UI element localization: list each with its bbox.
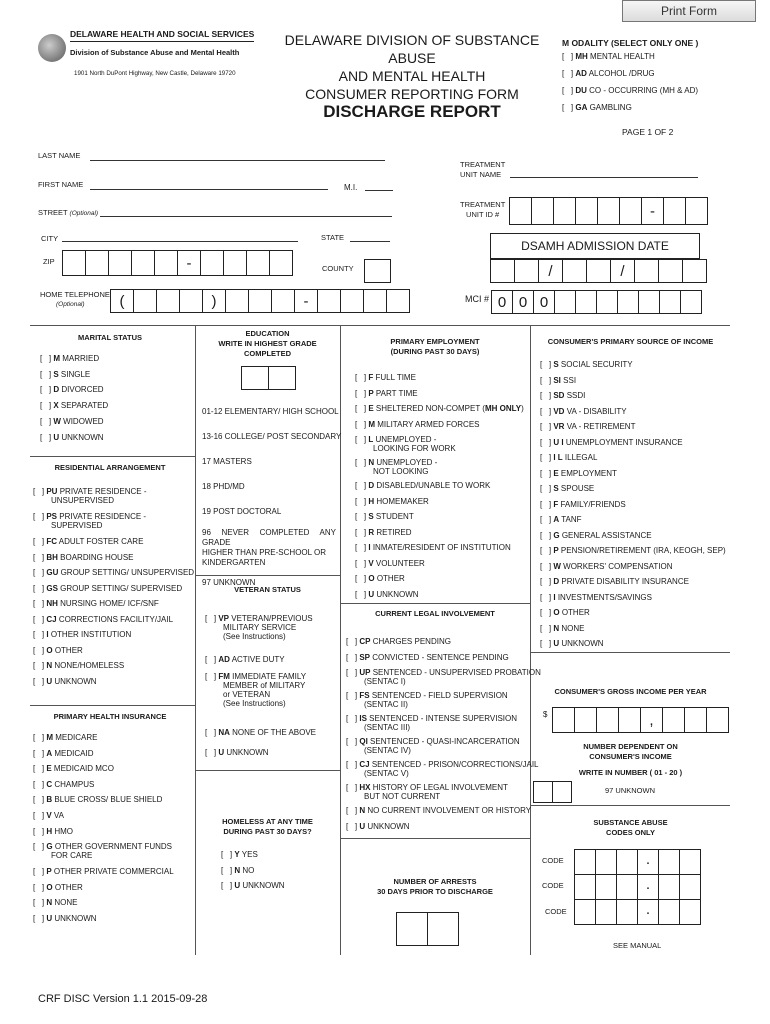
first-name-field[interactable] [90, 189, 328, 190]
income-option[interactable]: [ ] E EMPLOYMENT [540, 468, 617, 478]
first-name-label: FIRST NAME [38, 180, 84, 189]
modality-option[interactable]: [ ] MH MENTAL HEALTH [562, 52, 655, 61]
dependents-heading: NUMBER DEPENDENT ON CONSUMER'S INCOME [583, 742, 678, 761]
veteran-heading: VETERAN STATUS [234, 585, 301, 594]
residential-option[interactable]: [ ] PU PRIVATE RESIDENCE - UNSUPERVISED [33, 487, 147, 505]
dependents-unknown: 97 UNKNOWN [604, 786, 655, 795]
modality-option[interactable]: [ ] AD ALCOHOL /DRUG [562, 69, 655, 78]
legal-option[interactable]: [ ] FS SENTENCED - FIELD SUPERVISION (SENTAC II) [346, 691, 508, 709]
treatment-unit-id-label: TREATMENT UNIT ID # [460, 200, 506, 219]
legal-option[interactable]: [ ] HX HISTORY OF LEGAL INVOLVEMENT BUT NOT CURRENT [346, 783, 508, 801]
income-option[interactable]: [ ] F FAMILY/FRIENDS [540, 499, 626, 509]
residential-heading: RESIDENTIAL ARRANGEMENT [54, 463, 166, 472]
residential-option[interactable]: [ ] CJ CORRECTIONS FACILITY/JAIL [33, 614, 174, 624]
insurance-option[interactable]: [ ] M MEDICARE [33, 733, 98, 742]
employment-option[interactable]: [ ] N UNEMPLOYED - NOT LOOKING [355, 458, 438, 476]
treatment-unit-id-boxes[interactable]: - [509, 197, 708, 225]
dependents-boxes[interactable] [533, 781, 572, 803]
street-field[interactable] [100, 216, 392, 217]
veteran-option[interactable]: [ ] AD ACTIVE DUTY [205, 655, 285, 664]
dhss-logo [38, 34, 66, 62]
residential-option[interactable]: [ ] U UNKNOWN [33, 676, 97, 686]
last-name-label: LAST NAME [38, 151, 81, 160]
mci-label: MCI # [465, 294, 490, 304]
veteran-option[interactable]: [ ] NA NONE OF THE ABOVE [205, 728, 317, 737]
employment-option[interactable]: [ ] F FULL TIME [355, 373, 416, 382]
employment-option[interactable]: [ ] H HOMEMAKER [355, 496, 429, 506]
residential-option[interactable]: [ ] BH BOARDING HOUSE [33, 552, 134, 562]
mi-label: M.I. [344, 183, 358, 192]
dsamh-admission-date-boxes[interactable]: / / [490, 259, 707, 283]
employment-option[interactable]: [ ] D DISABLED/UNABLE TO WORK [355, 481, 491, 490]
veteran-option[interactable]: [ ] U UNKNOWN [205, 748, 269, 757]
residential-option[interactable]: [ ] GU GROUP SETTING/ UNSUPERVISED [33, 568, 195, 577]
insurance-option[interactable]: [ ] E MEDICAID MCO [33, 764, 114, 774]
insurance-option[interactable]: [ ] C CHAMPUS [33, 779, 95, 789]
veteran-option[interactable]: [ ] FM IMMEDIATE FAMILY MEMBER of MILITARY or VETERAN (See Instructions) [205, 672, 307, 708]
page-number: PAGE 1 OF 2 [622, 127, 674, 137]
insurance-option[interactable]: [ ] A MEDICAID [33, 748, 94, 758]
legal-option[interactable]: [ ] U UNKNOWN [346, 821, 410, 831]
state-label: STATE [321, 233, 345, 242]
treatment-unit-name-label: TREATMENT UNIT NAME [460, 160, 506, 179]
employment-option[interactable]: [ ] I INMATE/RESIDENT OF INSTITUTION [355, 543, 511, 552]
employment-option[interactable]: [ ] R RETIRED [355, 527, 412, 537]
gross-income-heading: CONSUMER'S GROSS INCOME PER YEAR [554, 687, 707, 696]
income-option[interactable]: [ ] U I UNEMPLOYMENT INSURANCE [540, 437, 683, 447]
income-option[interactable]: [ ] I INVESTMENTS/SAVINGS [540, 592, 652, 602]
marital-option[interactable]: [ ] U UNKNOWN [40, 432, 104, 442]
employment-option[interactable]: [ ] E SHELTERED NON-COMPET (MH ONLY) [355, 404, 524, 413]
gross-income-boxes[interactable]: , [552, 707, 729, 733]
income-option[interactable]: [ ] VD VA - DISABILITY [540, 406, 627, 416]
dollar-sign: $ [543, 710, 548, 719]
insurance-option[interactable]: [ ] P OTHER PRIVATE COMMERCIAL [33, 867, 174, 877]
residential-option[interactable]: [ ] GS GROUP SETTING/ SUPERVISED [33, 583, 183, 593]
insurance-option[interactable]: [ ] G OTHER GOVERNMENT FUNDS FOR CARE [33, 842, 173, 861]
logo-address: 1901 North DuPont Highway, New Castle, Delaware 19720 [74, 70, 236, 77]
income-option[interactable]: [ ] U UNKNOWN [540, 639, 604, 648]
veteran-option[interactable]: [ ] VP VETERAN/PREVIOUS MILITARY SERVICE (See Instructions) [205, 614, 313, 641]
residential-option[interactable]: [ ] PS PRIVATE RESIDENCE - SUPERVISED [33, 512, 147, 530]
residential-option[interactable]: [ ] N NONE/HOMELESS [33, 661, 125, 670]
logo-division: Division of Substance Abuse and Mental Health [70, 48, 240, 57]
homeless-option[interactable]: [ ] Y YES [221, 850, 258, 859]
employment-option[interactable]: [ ] L UNEMPLOYED - LOOKING FOR WORK [355, 435, 456, 453]
mi-field[interactable] [365, 190, 393, 191]
income-option[interactable]: [ ] SD SSDI [540, 391, 586, 400]
dsamh-admission-label: DSAMH ADMISSION DATE [490, 233, 700, 259]
employment-option[interactable]: [ ] M MILITARY ARMED FORCES [355, 419, 480, 429]
employment-heading: PRIMARY EMPLOYMENT (DURING PAST 30 DAYS) [390, 337, 480, 356]
marital-option[interactable]: [ ] W WIDOWED [40, 416, 104, 426]
education-heading: EDUCATION WRITE IN HIGHEST GRADE COMPLETED [218, 329, 317, 358]
legal-option[interactable]: [ ] SP CONVICTED - SENTENCE PENDING [346, 652, 509, 662]
see-manual: SEE MANUAL [613, 941, 662, 950]
marital-option[interactable]: [ ] D DIVORCED [40, 385, 104, 395]
income-option[interactable]: [ ] A TANF [540, 515, 582, 524]
logo-org: DELAWARE HEALTH AND SOCIAL SERVICES [70, 29, 254, 42]
employment-option[interactable]: [ ] O OTHER [355, 574, 405, 583]
marital-option[interactable]: [ ] X SEPARATED [40, 401, 109, 411]
income-option[interactable]: [ ] S SPOUSE [540, 484, 595, 493]
income-option[interactable]: [ ] N NONE [540, 623, 585, 633]
sa-code-boxes-2[interactable]: · [574, 874, 701, 900]
dependents-write: WRITE IN NUMBER ( 01 - 20 ) [578, 768, 683, 777]
insurance-option[interactable]: [ ] H HMO [33, 826, 74, 836]
last-name-field[interactable] [90, 160, 385, 161]
sa-code-boxes-3[interactable]: · [574, 899, 701, 925]
street-label: STREET (Optional) [38, 208, 99, 217]
modality-heading: M ODALITY (SELECT ONLY ONE ) [562, 38, 699, 48]
homeless-option[interactable]: [ ] N NO [221, 865, 255, 875]
insurance-option[interactable]: [ ] N NONE [33, 898, 78, 908]
employment-option[interactable]: [ ] P PART TIME [355, 388, 418, 398]
city-field[interactable] [62, 241, 298, 242]
residential-option[interactable]: [ ] I OTHER INSTITUTION [33, 630, 132, 639]
city-label: CITY [41, 234, 59, 243]
legal-heading: CURRENT LEGAL INVOLVEMENT [375, 609, 495, 618]
income-option[interactable]: [ ] W WORKERS' COMPENSATION [540, 561, 673, 571]
income-heading: CONSUMER'S PRIMARY SOURCE OF INCOME [547, 337, 714, 346]
home-telephone-boxes[interactable]: ( ) - [110, 289, 410, 313]
modality-option[interactable]: [ ] DU CO - OCCURRING (MH & AD) [562, 86, 699, 95]
treatment-unit-name-field[interactable] [510, 177, 698, 178]
legal-option[interactable]: [ ] UP SENTENCED - UNSUPERVISED PROBATION (SENTAC I) [346, 668, 541, 686]
residential-option[interactable]: [ ] NH NURSING HOME/ ICF/SNF [33, 599, 159, 608]
marital-option[interactable]: [ ] S SINGLE [40, 369, 91, 379]
arrests-heading: NUMBER OF ARRESTS 30 DAYS PRIOR TO DISCHARGE [377, 877, 493, 896]
zip-label: ZIP [43, 257, 55, 266]
income-option[interactable]: [ ] SI SSI [540, 375, 577, 385]
insurance-option[interactable]: [ ] O OTHER [33, 882, 83, 892]
county-label: COUNTY [322, 264, 354, 273]
insurance-option[interactable]: [ ] V VA [33, 811, 64, 820]
income-option[interactable]: [ ] VR VA - RETIREMENT [540, 422, 636, 431]
legal-option[interactable]: [ ] QI SENTENCED - QUASI-INCARCERATION (SENTAC IV) [346, 737, 520, 755]
employment-option[interactable]: [ ] V VOLUNTEER [355, 558, 425, 568]
insurance-option[interactable]: [ ] B BLUE CROSS/ BLUE SHIELD [33, 795, 163, 805]
state-field[interactable] [350, 241, 390, 242]
form-title: DELAWARE DIVISION OF SUBSTANCE ABUSE AND MENTAL HEALTH CONSUMER REPORTING FORM DISCHARGE REPORT [284, 32, 540, 121]
homeless-heading: HOMELESS AT ANY TIME DURING PAST 30 DAYS? [222, 817, 313, 836]
arrests-boxes[interactable] [396, 912, 459, 946]
sa-code-label-3: CODE [545, 907, 567, 916]
employment-option[interactable]: [ ] U UNKNOWN [355, 589, 419, 599]
legal-option[interactable]: [ ] CP CHARGES PENDING [346, 637, 451, 646]
sa-codes-heading: SUBSTANCE ABUSE CODES ONLY [593, 818, 668, 837]
sa-code-label-1: CODE [542, 856, 564, 865]
footer-version: CRF DISC Version 1.1 2015-09-28 [38, 993, 208, 1005]
legal-option[interactable]: [ ] CJ SENTENCED - PRISON/CORRECTIONS/JAIL (SENTAC V) [346, 760, 539, 778]
education-list: 01-12 ELEMENTARY/ HIGH SCHOOL 13-16 COLLEGE/ POST SECONDARY 17 MASTERS 18 PHD/MD 19 POST DOCTORAL 96 NEVER COMPLETED ANY GRADE HIGHER THAN PRE-SCHOOL OR KINDERGARTEN 97 UNKNOWN [202, 407, 342, 587]
county-box[interactable] [364, 259, 391, 283]
zip-boxes[interactable]: - [62, 250, 293, 276]
print-form-button[interactable]: Print Form [622, 0, 756, 22]
home-telephone-label: HOME TELEPHONE (Optional) [40, 290, 110, 308]
income-option[interactable]: [ ] I L ILLEGAL [540, 453, 598, 462]
insurance-option[interactable]: [ ] U UNKNOWN [33, 914, 97, 923]
income-option[interactable]: [ ] S SOCIAL SECURITY [540, 360, 633, 369]
residential-option[interactable]: [ ] O OTHER [33, 645, 83, 655]
modality-option[interactable]: [ ] GA GAMBLING [562, 103, 632, 112]
marital-heading: MARITAL STATUS [77, 333, 143, 342]
sa-code-boxes-1[interactable]: · [574, 849, 701, 875]
legal-option[interactable]: [ ] IS SENTENCED - INTENSE SUPERVISION (SENTAC III) [346, 714, 518, 732]
residential-option[interactable]: [ ] FC ADULT FOSTER CARE [33, 537, 144, 546]
income-option[interactable]: [ ] G GENERAL ASSISTANCE [540, 530, 652, 540]
mci-boxes[interactable]: 0 0 0 [491, 290, 702, 314]
income-option[interactable]: [ ] P PENSION/RETIREMENT (IRA, KEOGH, SEP) [540, 546, 726, 555]
insurance-heading: PRIMARY HEALTH INSURANCE [53, 712, 167, 721]
income-option[interactable]: [ ] O OTHER [540, 608, 590, 617]
sa-code-label-2: CODE [542, 881, 564, 890]
employment-option[interactable]: [ ] S STUDENT [355, 512, 414, 521]
legal-option[interactable]: [ ] N NO CURRENT INVOLVEMENT OR HISTORY [346, 806, 532, 815]
education-grade-boxes[interactable] [241, 366, 296, 390]
income-option[interactable]: [ ] D PRIVATE DISABILITY INSURANCE [540, 577, 689, 586]
marital-option[interactable]: [ ] M MARRIED [40, 354, 100, 363]
homeless-option[interactable]: [ ] U UNKNOWN [221, 881, 285, 890]
